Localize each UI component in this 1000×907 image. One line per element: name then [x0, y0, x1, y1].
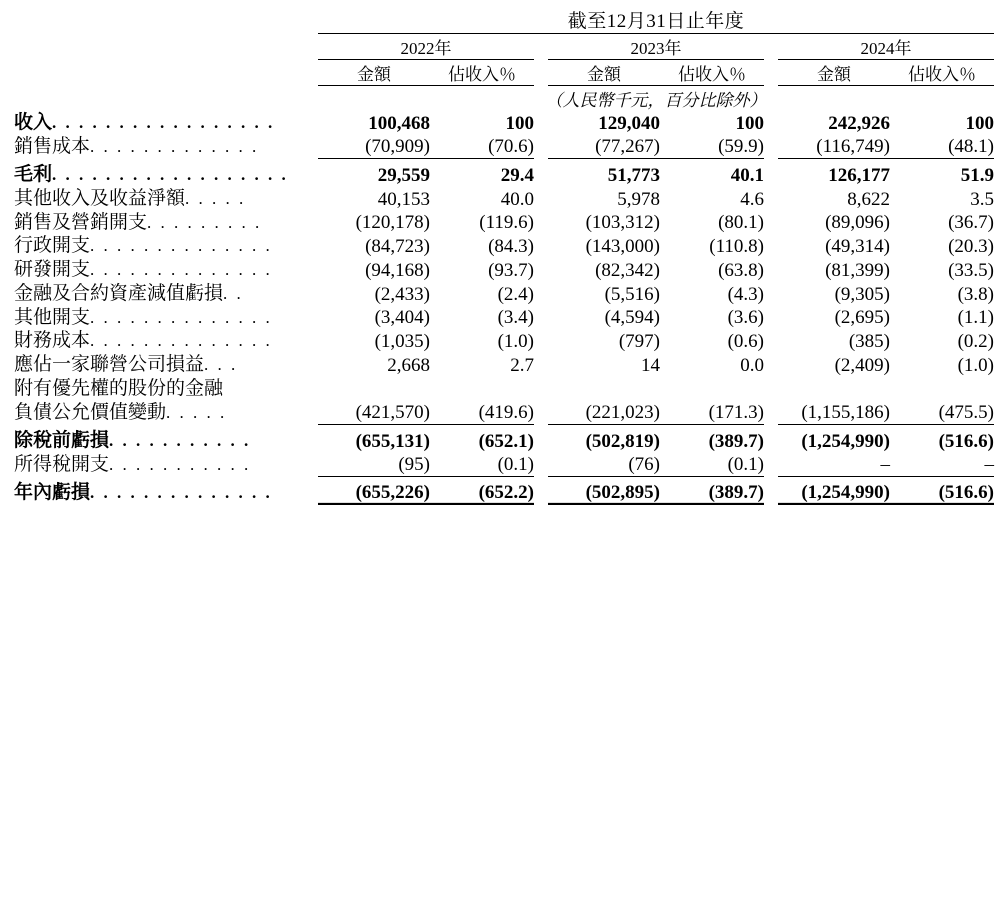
cell-other-income-2024-percent: 3.5: [970, 188, 995, 210]
year-header-2023: 2023年: [548, 34, 764, 60]
cell-revenue-2023-percent: 100: [735, 112, 764, 134]
cell-loss-before-tax-2024-percent: (516.6): [938, 430, 995, 452]
table-row: [14, 282, 994, 306]
cell-impairment-2022-percent: (2.4): [497, 283, 534, 305]
cell-selling-2024-percent: (36.7): [948, 212, 995, 234]
gap: [534, 211, 548, 235]
table-row: [14, 481, 994, 505]
row-label-revenue: 收入. . . . . . . . . . . . . . . . .: [14, 112, 275, 133]
row-label-income-tax: 所得稅開支. . . . . . . . . . .: [14, 453, 251, 475]
row-label-share-of-associate: 應佔一家聯營公司損益. . .: [14, 354, 238, 375]
cell-admin-2024-amount: (49,314): [825, 236, 890, 257]
year-header-row: [14, 34, 994, 60]
table-row: [14, 329, 994, 353]
sub-header-amount-2022: 金額: [318, 60, 430, 86]
sub-header-percent-2024: 佔收入％: [890, 60, 994, 86]
cell-preferred-2024-percent: (475.5): [890, 401, 994, 425]
table-row: [14, 258, 994, 282]
cell-income-tax-2023-percent: (0.1): [660, 453, 764, 477]
gap: [764, 353, 778, 377]
gap: [304, 353, 318, 377]
gap: [304, 111, 318, 135]
cell-cost-2022-percent: (70.6): [430, 135, 534, 159]
gap: [304, 34, 318, 60]
gap: [534, 329, 548, 353]
cell-income-tax-2022-percent: (0.1): [430, 453, 534, 477]
table-row: [14, 429, 994, 453]
row-label-other-income: 其他收入及收益淨額. . . . .: [14, 187, 246, 209]
row-label-loss-before-tax: 除稅前虧損. . . . . . . . . . .: [14, 429, 251, 451]
cell-impairment-2022-amount: (2,433): [374, 283, 430, 305]
gap: [764, 211, 778, 235]
gap: [764, 329, 778, 353]
gap: [764, 163, 778, 187]
table-row: [14, 187, 994, 211]
gap: [304, 329, 318, 353]
gap: [764, 135, 778, 159]
row-label-impairment: 金融及合約資產減值虧損. .: [14, 282, 244, 304]
empty: [778, 377, 890, 401]
gap: [764, 429, 778, 453]
cell-finance-2022-percent: (1.0): [497, 331, 534, 352]
gap: [534, 481, 548, 505]
cell-finance-2023-percent: (0.6): [727, 331, 764, 352]
table-row: [14, 377, 994, 401]
empty: [548, 377, 660, 401]
cell-finance-2023-amount: (797): [618, 331, 660, 352]
cell-preferred-2024-amount: (1,155,186): [778, 401, 890, 425]
gap: [304, 258, 318, 282]
cell-associate-2023-percent: 0.0: [740, 354, 764, 376]
empty: [430, 377, 534, 401]
empty: [660, 377, 764, 401]
gap: [534, 453, 548, 477]
gap: [764, 111, 778, 135]
gap: [304, 234, 318, 258]
gap: [764, 258, 778, 282]
gap: [764, 453, 778, 477]
cell-revenue-2022-percent: 100: [505, 112, 534, 134]
cell-other-income-2022-amount: 40,153: [377, 188, 430, 210]
cell-other-income-2022-percent: 40.0: [500, 188, 534, 210]
cell-impairment-2023-amount: (5,516): [604, 283, 660, 305]
cell-preferred-2023-percent: (171.3): [660, 401, 764, 425]
cell-admin-2023-amount: (143,000): [585, 236, 660, 257]
cell-rnd-2022-amount: (94,168): [365, 259, 430, 281]
cell-preferred-2022-amount: (421,570): [318, 401, 430, 425]
cell-loss-before-tax-2023-amount: (502,819): [585, 430, 660, 452]
gap: [304, 6, 318, 34]
gap: [534, 282, 548, 306]
gap: [534, 34, 548, 60]
cell-rnd-2024-percent: (33.5): [948, 259, 995, 281]
currency-note: （人民幣千元，百分比除外）: [545, 91, 767, 110]
row-label-selling-expenses: 銷售及營銷開支. . . . . . . . .: [14, 211, 262, 233]
cell-revenue-2022-amount: 100,468: [368, 112, 430, 134]
cell-loss-for-year-2024-amount: (1,254,990): [778, 481, 890, 505]
cell-preferred-2022-percent: (419.6): [430, 401, 534, 425]
gap: [304, 481, 318, 505]
gap: [304, 453, 318, 477]
cell-loss-before-tax-2022-percent: (652.1): [478, 430, 534, 452]
cell-gross-2023-amount: 51,773: [607, 164, 660, 186]
row-label-preferred-shares-line1: 附有優先權的股份的金融: [14, 377, 224, 399]
cell-finance-2024-amount: (385): [848, 331, 890, 352]
cell-selling-2024-amount: (89,096): [825, 212, 890, 234]
gap: [304, 429, 318, 453]
cell-impairment-2023-percent: (4.3): [727, 283, 764, 305]
cell-other-income-2023-percent: 4.6: [740, 188, 764, 210]
gap: [304, 282, 318, 306]
gap: [534, 60, 548, 86]
gap: [534, 353, 548, 377]
table-row: [14, 163, 994, 187]
cell-loss-for-year-2023-amount: (502,895): [548, 481, 660, 505]
cell-loss-for-year-2024-percent: (516.6): [890, 481, 994, 505]
empty: [890, 377, 994, 401]
cell-cost-2023-percent: (59.9): [660, 135, 764, 159]
table-row: [14, 135, 994, 159]
empty-corner: [14, 60, 304, 86]
gap: [304, 211, 318, 235]
cell-loss-for-year-2023-percent: (389.7): [660, 481, 764, 505]
cell-cost-2022-amount: (70,909): [318, 135, 430, 159]
cell-cost-2023-amount: (77,267): [548, 135, 660, 159]
gap: [304, 187, 318, 211]
cell-revenue-2023-amount: 129,040: [598, 112, 660, 134]
gap: [764, 234, 778, 258]
gap: [764, 401, 778, 425]
empty-corner: [14, 86, 304, 112]
cell-rnd-2023-percent: (63.8): [718, 259, 764, 281]
gap: [764, 187, 778, 211]
gap: [304, 60, 318, 86]
cell-revenue-2024-percent: 100: [965, 112, 995, 134]
cell-associate-2024-amount: (2,409): [834, 354, 890, 376]
cell-gross-2024-amount: 126,177: [828, 164, 890, 186]
income-statement-table: [14, 6, 994, 505]
row-label-preferred-shares-line2: 負債公允價值變動. . . . .: [14, 401, 227, 423]
cell-other-expenses-2024-percent: (1.1): [957, 307, 995, 329]
table-row: [14, 211, 994, 235]
sub-header-amount-2023: 金額: [548, 60, 660, 86]
cell-admin-2023-percent: (110.8): [709, 236, 764, 257]
cell-cost-2024-amount: (116,749): [778, 135, 890, 159]
sub-header-percent-2023: 佔收入％: [660, 60, 764, 86]
currency-note-row: [14, 86, 994, 112]
row-label-loss-for-year: 年內虧損. . . . . . . . . . . . . .: [14, 481, 273, 503]
cell-selling-2023-percent: (80.1): [718, 212, 764, 234]
gap: [304, 377, 318, 401]
row-label-rnd-expenses: 研發開支. . . . . . . . . . . . . .: [14, 259, 273, 280]
cell-other-income-2023-amount: 5,978: [617, 188, 660, 210]
cell-finance-2022-amount: (1,035): [374, 331, 430, 352]
table-row: [14, 453, 994, 477]
cell-selling-2022-amount: (120,178): [355, 212, 430, 234]
empty-corner: [14, 6, 304, 34]
cell-other-expenses-2022-percent: (3.4): [497, 307, 534, 329]
cell-rnd-2024-amount: (81,399): [825, 259, 890, 281]
gap: [764, 481, 778, 505]
gap: [764, 34, 778, 60]
cell-selling-2023-amount: (103,312): [585, 212, 660, 234]
gap: [304, 86, 318, 112]
cell-loss-before-tax-2023-percent: (389.7): [708, 430, 764, 452]
cell-gross-2022-percent: 29.4: [500, 164, 534, 186]
sub-header-amount-2024: 金額: [778, 60, 890, 86]
year-header-2024: 2024年: [778, 34, 994, 60]
cell-rnd-2022-percent: (93.7): [488, 259, 534, 281]
cell-selling-2022-percent: (119.6): [479, 212, 534, 234]
row-label-finance-costs: 財務成本. . . . . . . . . . . . . .: [14, 330, 273, 352]
sub-header-row: [14, 60, 994, 86]
empty-corner: [14, 34, 304, 60]
cell-other-expenses-2024-amount: (2,695): [834, 307, 890, 329]
gap: [534, 187, 548, 211]
gap: [534, 429, 548, 453]
row-label-cost-of-sales: 銷售成本. . . . . . . . . . . . .: [14, 135, 259, 157]
cell-income-tax-2023-amount: (76): [548, 453, 660, 477]
cell-loss-for-year-2022-percent: (652.2): [430, 481, 534, 505]
gap: [764, 377, 778, 401]
year-header-2022: 2022年: [318, 34, 534, 60]
cell-preferred-2023-amount: (221,023): [548, 401, 660, 425]
period-title: 截至12月31日止年度: [318, 6, 994, 34]
gap: [534, 111, 548, 135]
row-label-other-expenses: 其他開支. . . . . . . . . . . . . .: [14, 306, 273, 328]
cell-income-tax-2022-amount: (95): [318, 453, 430, 477]
cell-other-expenses-2023-amount: (4,594): [604, 307, 660, 329]
table-row: [14, 234, 994, 258]
cell-gross-2022-amount: 29,559: [377, 164, 430, 186]
cell-other-income-2024-amount: 8,622: [847, 188, 890, 210]
cell-revenue-2024-amount: 242,926: [828, 112, 890, 134]
table-row: [14, 353, 994, 377]
gap: [304, 401, 318, 425]
cell-gross-2023-percent: 40.1: [730, 164, 764, 186]
empty: [318, 377, 430, 401]
cell-other-expenses-2022-amount: (3,404): [374, 307, 430, 329]
cell-rnd-2023-amount: (82,342): [595, 259, 660, 281]
table-row: [14, 111, 994, 135]
cell-associate-2022-percent: 2.7: [510, 354, 534, 376]
gap: [764, 60, 778, 86]
gap: [534, 163, 548, 187]
gap: [534, 377, 548, 401]
gap: [304, 306, 318, 330]
period-title-row: [14, 6, 994, 34]
cell-admin-2022-amount: (84,723): [365, 236, 430, 257]
gap: [764, 306, 778, 330]
gap: [304, 163, 318, 187]
cell-admin-2024-percent: (20.3): [948, 236, 995, 257]
sub-header-percent-2022: 佔收入％: [430, 60, 534, 86]
gap: [304, 135, 318, 159]
gap: [534, 258, 548, 282]
cell-loss-before-tax-2022-amount: (655,131): [355, 430, 430, 452]
cell-associate-2022-amount: 2,668: [387, 354, 430, 376]
cell-impairment-2024-percent: (3.8): [957, 283, 995, 305]
table-row: [14, 306, 994, 330]
row-label-gross-profit: 毛利. . . . . . . . . . . . . . . . . .: [14, 164, 289, 185]
cell-loss-for-year-2022-amount: (655,226): [318, 481, 430, 505]
cell-income-tax-2024-amount: –: [778, 453, 890, 477]
gap: [534, 234, 548, 258]
table-row: [14, 401, 994, 425]
gap: [534, 401, 548, 425]
cell-cost-2024-percent: (48.1): [890, 135, 994, 159]
cell-income-tax-2024-percent: –: [890, 453, 994, 477]
cell-impairment-2024-amount: (9,305): [834, 283, 890, 305]
gap: [764, 282, 778, 306]
row-label-admin-expenses: 行政開支. . . . . . . . . . . . . .: [14, 235, 273, 257]
cell-finance-2024-percent: (0.2): [957, 331, 995, 352]
cell-admin-2022-percent: (84.3): [488, 236, 534, 257]
cell-associate-2023-amount: 14: [641, 354, 660, 376]
gap: [534, 306, 548, 330]
cell-other-expenses-2023-percent: (3.6): [727, 307, 764, 329]
cell-loss-before-tax-2024-amount: (1,254,990): [801, 430, 890, 452]
cell-associate-2024-percent: (1.0): [957, 354, 995, 376]
cell-gross-2024-percent: 51.9: [960, 164, 995, 186]
gap: [534, 135, 548, 159]
